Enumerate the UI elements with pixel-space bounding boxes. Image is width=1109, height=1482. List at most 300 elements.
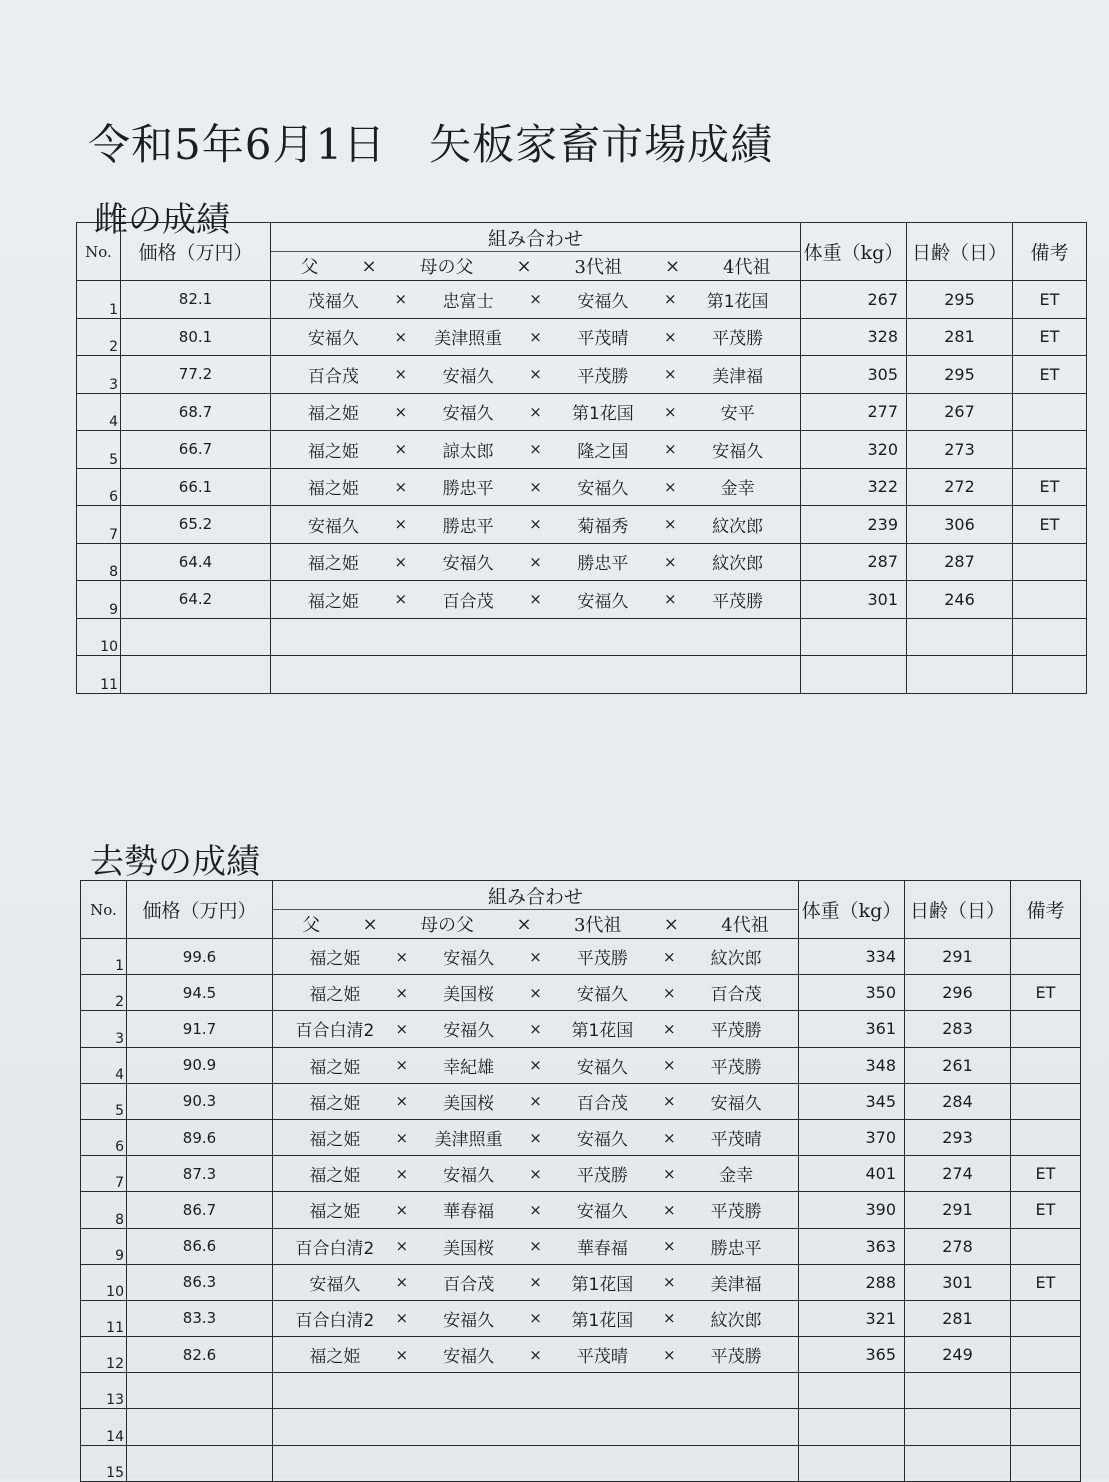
cross-sign: × bbox=[395, 947, 409, 966]
cell-age: 293 bbox=[905, 1119, 1011, 1155]
table-row bbox=[77, 393, 1087, 431]
table-row bbox=[77, 581, 1087, 619]
cross-sign: × bbox=[394, 290, 408, 309]
cell-combination bbox=[273, 1192, 799, 1228]
cross-sign: × bbox=[529, 1164, 542, 1183]
table-row bbox=[81, 1047, 1081, 1083]
lineage-name: 安福久 bbox=[710, 1093, 762, 1114]
cell-price: 80.1 bbox=[121, 318, 271, 356]
cross-sign: × bbox=[395, 1092, 409, 1111]
combination-subheaders bbox=[273, 910, 799, 939]
cross-sign: × bbox=[529, 440, 542, 459]
cell-age: 281 bbox=[905, 1300, 1011, 1336]
cell-price: 90.9 bbox=[127, 1047, 273, 1083]
lineage-name: 福之姫 bbox=[309, 1130, 361, 1151]
cell-combination bbox=[271, 318, 801, 356]
table-row bbox=[77, 318, 1087, 356]
cross-sign: × bbox=[529, 552, 542, 571]
cross-sign: × bbox=[394, 477, 408, 496]
table-row bbox=[81, 975, 1081, 1011]
lineage-name: 紋次郎 bbox=[712, 554, 764, 575]
lineage-name: 平茂勝 bbox=[710, 1057, 762, 1078]
cell-no: 1 bbox=[81, 939, 127, 975]
cell-combination bbox=[273, 1264, 799, 1300]
cell-weight: 328 bbox=[801, 318, 907, 356]
cell-age: 272 bbox=[907, 468, 1013, 506]
cell-weight: 363 bbox=[799, 1228, 905, 1264]
cell-no: 4 bbox=[77, 393, 121, 431]
cross-sign: × bbox=[394, 365, 408, 384]
lineage-name: 紋次郎 bbox=[710, 949, 762, 970]
cross-sign: × bbox=[394, 402, 408, 421]
cross-sign: × bbox=[529, 290, 542, 309]
lineage-name: 美津福 bbox=[710, 1274, 762, 1295]
cell-combination bbox=[271, 468, 801, 506]
lineage-name: 隆之国 bbox=[577, 441, 629, 462]
cell-age: 284 bbox=[905, 1083, 1011, 1119]
cell-weight bbox=[799, 1409, 905, 1445]
lineage-name: 安福久 bbox=[576, 1130, 628, 1151]
cross-sign: × bbox=[662, 983, 676, 1002]
cell-no: 7 bbox=[77, 506, 121, 544]
cross-sign: × bbox=[663, 290, 677, 309]
table-row bbox=[81, 1264, 1081, 1300]
cell-combination bbox=[271, 618, 801, 656]
cell-note bbox=[1011, 1337, 1081, 1373]
cell-weight: 305 bbox=[801, 356, 907, 394]
cell-note: ET bbox=[1011, 1264, 1081, 1300]
subheader-wrap bbox=[271, 253, 800, 279]
lineage-name: 安福久 bbox=[576, 985, 628, 1006]
cross-sign: × bbox=[395, 1237, 409, 1256]
cell-combination bbox=[273, 1156, 799, 1192]
cross-sign: × bbox=[663, 552, 677, 571]
combination-row bbox=[279, 980, 792, 1005]
cell-age: 278 bbox=[905, 1228, 1011, 1264]
cross-sign: × bbox=[395, 1056, 409, 1075]
cell-price: 99.6 bbox=[127, 939, 273, 975]
cell-price bbox=[121, 618, 271, 656]
combination-row bbox=[279, 1016, 792, 1041]
cross-sign: × bbox=[529, 327, 542, 346]
cross-sign: × bbox=[516, 255, 532, 277]
section-title-steer: 去勢の成績 bbox=[90, 842, 260, 882]
cell-weight: 401 bbox=[799, 1156, 905, 1192]
lineage-name: 安福久 bbox=[307, 329, 359, 350]
lineage-name: 安福久 bbox=[309, 1274, 361, 1295]
cell-combination bbox=[271, 656, 801, 694]
cell-no: 1 bbox=[77, 281, 121, 319]
cell-combination bbox=[271, 356, 801, 394]
cell-no: 10 bbox=[81, 1264, 127, 1300]
cross-sign: × bbox=[361, 255, 377, 277]
cell-age: 273 bbox=[907, 431, 1013, 469]
lineage-name: 福之姫 bbox=[309, 1347, 361, 1368]
lineage-name: 金幸 bbox=[720, 479, 755, 500]
lineage-name: 平茂勝 bbox=[710, 1347, 762, 1368]
combination-row bbox=[279, 1342, 792, 1367]
cell-weight: 390 bbox=[799, 1192, 905, 1228]
cross-sign: × bbox=[529, 1237, 542, 1256]
cell-combination bbox=[271, 506, 801, 544]
cross-sign: × bbox=[529, 402, 542, 421]
cell-combination bbox=[271, 281, 801, 319]
lineage-name: 安福久 bbox=[442, 366, 494, 387]
lineage-name: 安福久 bbox=[443, 1166, 495, 1187]
cell-note: ET bbox=[1013, 468, 1087, 506]
table-row bbox=[77, 281, 1087, 319]
cross-sign: × bbox=[663, 402, 677, 421]
cross-sign: × bbox=[663, 327, 677, 346]
cell-note: ET bbox=[1013, 281, 1087, 319]
cell-note bbox=[1011, 1300, 1081, 1336]
lineage-name: 安福久 bbox=[443, 949, 495, 970]
table-row bbox=[77, 356, 1087, 394]
cell-no: 10 bbox=[77, 618, 121, 656]
combination-row bbox=[277, 549, 794, 574]
cross-sign: × bbox=[529, 1128, 542, 1147]
cell-weight: 267 bbox=[801, 281, 907, 319]
header-row bbox=[81, 881, 1081, 910]
cell-weight: 361 bbox=[799, 1011, 905, 1047]
lineage-name: 福之姫 bbox=[309, 1166, 361, 1187]
combination-row bbox=[277, 587, 794, 612]
lineage-name: 安福久 bbox=[577, 479, 629, 500]
combination-row bbox=[279, 944, 792, 969]
cross-sign: × bbox=[395, 983, 409, 1002]
combination-subheaders bbox=[271, 252, 801, 281]
results-table-steer bbox=[80, 880, 1081, 1482]
cell-note bbox=[1011, 1445, 1081, 1481]
header-no: No. bbox=[77, 223, 121, 281]
lineage-name: 安福久 bbox=[577, 291, 629, 312]
cell-price: 86.7 bbox=[127, 1192, 273, 1228]
cross-sign: × bbox=[362, 913, 378, 935]
table-row bbox=[77, 618, 1087, 656]
header-row bbox=[77, 223, 1087, 252]
cross-sign: × bbox=[664, 255, 681, 277]
cell-weight bbox=[801, 618, 907, 656]
cell-price bbox=[121, 656, 271, 694]
cell-weight: 320 bbox=[801, 431, 907, 469]
lineage-name: 第1花国 bbox=[706, 291, 769, 312]
cell-note: ET bbox=[1011, 1156, 1081, 1192]
lineage-name: 平茂勝 bbox=[712, 591, 764, 612]
header-note: 備考 bbox=[1011, 881, 1081, 939]
combination-row bbox=[277, 362, 794, 387]
cell-price: 86.3 bbox=[127, 1264, 273, 1300]
lineage-name: 福之姫 bbox=[307, 554, 359, 575]
cross-sign: × bbox=[529, 947, 542, 966]
cell-age: 246 bbox=[907, 581, 1013, 619]
table-row bbox=[81, 1337, 1081, 1373]
combination-row bbox=[277, 437, 794, 462]
cell-note bbox=[1011, 1119, 1081, 1155]
section-title-female: 雌の成績 bbox=[94, 200, 230, 240]
cell-no: 5 bbox=[81, 1083, 127, 1119]
cross-sign: × bbox=[529, 590, 542, 609]
cell-price: 64.4 bbox=[121, 543, 271, 581]
cell-price: 82.1 bbox=[121, 281, 271, 319]
combination-row bbox=[279, 1270, 792, 1295]
cell-weight: 350 bbox=[799, 975, 905, 1011]
cross-sign: × bbox=[663, 515, 677, 534]
subheader-wrap bbox=[273, 911, 798, 937]
cross-sign: × bbox=[395, 1200, 409, 1219]
cross-sign: × bbox=[662, 1345, 676, 1364]
cell-note bbox=[1013, 618, 1087, 656]
cell-note: ET bbox=[1011, 975, 1081, 1011]
combination-row bbox=[279, 1125, 792, 1150]
cell-no: 14 bbox=[81, 1409, 127, 1445]
cross-sign: × bbox=[395, 1164, 409, 1183]
lineage-name: 第1花国 bbox=[571, 1274, 634, 1295]
header-weight: 体重（kg） bbox=[801, 223, 907, 281]
cell-weight: 370 bbox=[799, 1119, 905, 1155]
cell-age: 306 bbox=[907, 506, 1013, 544]
lineage-name: 福之姫 bbox=[307, 479, 359, 500]
cell-no: 12 bbox=[81, 1337, 127, 1373]
table-row bbox=[81, 1373, 1081, 1409]
cell-price: 90.3 bbox=[127, 1083, 273, 1119]
cross-sign: × bbox=[663, 477, 677, 496]
lineage-name: 金幸 bbox=[719, 1166, 754, 1187]
cross-sign: × bbox=[529, 1273, 542, 1292]
cell-price bbox=[127, 1409, 273, 1445]
cell-age: 291 bbox=[905, 1192, 1011, 1228]
cell-price: 91.7 bbox=[127, 1011, 273, 1047]
lineage-name: 美国桜 bbox=[443, 985, 495, 1006]
cross-sign: × bbox=[395, 1019, 409, 1038]
cell-age: 295 bbox=[907, 281, 1013, 319]
table-row bbox=[77, 431, 1087, 469]
subheader-label: 4代祖 bbox=[723, 257, 771, 278]
cell-weight: 277 bbox=[801, 393, 907, 431]
cell-note bbox=[1011, 939, 1081, 975]
cross-sign: × bbox=[662, 1019, 676, 1038]
lineage-name: 平茂晴 bbox=[576, 1347, 628, 1368]
lineage-name: 安福久 bbox=[576, 1057, 628, 1078]
cell-combination bbox=[273, 1300, 799, 1336]
cell-combination bbox=[271, 581, 801, 619]
table-row bbox=[81, 1409, 1081, 1445]
cell-note bbox=[1011, 1373, 1081, 1409]
cell-no: 6 bbox=[77, 468, 121, 506]
cell-age: 296 bbox=[905, 975, 1011, 1011]
cell-no: 15 bbox=[81, 1445, 127, 1481]
table-row bbox=[77, 543, 1087, 581]
lineage-name: 茂福久 bbox=[307, 291, 359, 312]
cross-sign: × bbox=[662, 1164, 676, 1183]
lineage-name: 勝忠平 bbox=[710, 1238, 762, 1259]
table-row bbox=[81, 1156, 1081, 1192]
cross-sign: × bbox=[395, 1128, 409, 1147]
lineage-name: 忠富士 bbox=[442, 291, 494, 312]
cell-weight bbox=[799, 1445, 905, 1481]
table-row bbox=[81, 1011, 1081, 1047]
lineage-name: 安福久 bbox=[443, 1347, 495, 1368]
lineage-name: 紋次郎 bbox=[712, 516, 764, 537]
cross-sign: × bbox=[662, 1237, 676, 1256]
cross-sign: × bbox=[395, 1345, 409, 1364]
cross-sign: × bbox=[662, 1056, 676, 1075]
lineage-name: 平茂勝 bbox=[576, 1166, 628, 1187]
cell-no: 8 bbox=[81, 1192, 127, 1228]
lineage-name: 百合茂 bbox=[576, 1093, 628, 1114]
cross-sign: × bbox=[662, 947, 676, 966]
lineage-name: 美国桜 bbox=[443, 1093, 495, 1114]
header-note: 備考 bbox=[1013, 223, 1087, 281]
cell-combination bbox=[273, 1337, 799, 1373]
cell-weight: 321 bbox=[799, 1300, 905, 1336]
cross-sign: × bbox=[529, 1345, 542, 1364]
cell-no: 3 bbox=[81, 1011, 127, 1047]
lineage-name: 百合茂 bbox=[443, 1274, 495, 1295]
lineage-name: 百合茂 bbox=[307, 366, 359, 387]
cross-sign: × bbox=[663, 590, 677, 609]
cell-note bbox=[1011, 1409, 1081, 1445]
cell-combination bbox=[273, 1011, 799, 1047]
combination-row bbox=[279, 1161, 792, 1186]
subheader-label: 母の父 bbox=[420, 915, 475, 936]
lineage-name: 勝忠平 bbox=[442, 479, 494, 500]
table-row bbox=[77, 506, 1087, 544]
cell-weight: 322 bbox=[801, 468, 907, 506]
cell-no: 2 bbox=[81, 975, 127, 1011]
subheader-label: 4代祖 bbox=[721, 915, 769, 936]
cell-age: 281 bbox=[907, 318, 1013, 356]
cell-age bbox=[907, 656, 1013, 694]
lineage-name: 平茂晴 bbox=[577, 329, 629, 350]
cell-price: 83.3 bbox=[127, 1300, 273, 1336]
lineage-name: 平茂勝 bbox=[576, 949, 628, 970]
cell-combination bbox=[271, 431, 801, 469]
cell-weight: 239 bbox=[801, 506, 907, 544]
lineage-name: 安福久 bbox=[576, 1202, 628, 1223]
lineage-name: 美津福 bbox=[712, 366, 764, 387]
cell-note: ET bbox=[1013, 318, 1087, 356]
cross-sign: × bbox=[529, 1309, 542, 1328]
combination-row bbox=[279, 1053, 792, 1078]
combination-row bbox=[277, 324, 794, 349]
cell-age: 301 bbox=[905, 1264, 1011, 1300]
lineage-name: 平茂勝 bbox=[577, 366, 629, 387]
lineage-name: 福之姫 bbox=[307, 441, 359, 462]
cell-age: 274 bbox=[905, 1156, 1011, 1192]
lineage-name: 安福久 bbox=[443, 1021, 495, 1042]
cell-price: 87.3 bbox=[127, 1156, 273, 1192]
cell-price: 66.7 bbox=[121, 431, 271, 469]
cell-note: ET bbox=[1013, 506, 1087, 544]
lineage-name: 安福久 bbox=[443, 1310, 495, 1331]
lineage-name: 美国桜 bbox=[443, 1238, 495, 1259]
cell-price: 82.6 bbox=[127, 1337, 273, 1373]
combination-row bbox=[279, 1197, 792, 1222]
cell-age: 287 bbox=[907, 543, 1013, 581]
cell-age bbox=[905, 1445, 1011, 1481]
lineage-name: 平茂勝 bbox=[710, 1202, 762, 1223]
cell-age bbox=[907, 618, 1013, 656]
lineage-name: 第1花国 bbox=[571, 404, 634, 425]
table-row bbox=[81, 1192, 1081, 1228]
header-combination: 組み合わせ bbox=[273, 881, 799, 910]
cell-age bbox=[905, 1373, 1011, 1409]
subheader-label: 父 bbox=[302, 915, 321, 936]
cell-price bbox=[127, 1373, 273, 1409]
cross-sign: × bbox=[394, 440, 408, 459]
lineage-name: 平茂勝 bbox=[712, 329, 764, 350]
lineage-name: 勝忠平 bbox=[577, 554, 629, 575]
cross-sign: × bbox=[662, 1309, 676, 1328]
header-weight: 体重（kg） bbox=[799, 881, 905, 939]
lineage-name: 華春福 bbox=[576, 1238, 628, 1259]
cell-no: 7 bbox=[81, 1156, 127, 1192]
lineage-name: 第1花国 bbox=[571, 1021, 634, 1042]
cell-no: 3 bbox=[77, 356, 121, 394]
lineage-name: 華春福 bbox=[443, 1202, 495, 1223]
cell-combination bbox=[273, 1409, 799, 1445]
cell-combination bbox=[273, 975, 799, 1011]
table-row bbox=[81, 1300, 1081, 1336]
cell-price: 77.2 bbox=[121, 356, 271, 394]
cell-price: 68.7 bbox=[121, 393, 271, 431]
cell-note: ET bbox=[1011, 1192, 1081, 1228]
lineage-name: 紋次郎 bbox=[710, 1310, 762, 1331]
subheader-label: 3代祖 bbox=[573, 915, 622, 936]
lineage-name: 百合白清2 bbox=[295, 1238, 375, 1259]
lineage-name: 福之姫 bbox=[309, 1057, 361, 1078]
results-table-female bbox=[76, 222, 1087, 694]
cell-age: 283 bbox=[905, 1011, 1011, 1047]
header-combination: 組み合わせ bbox=[271, 223, 801, 252]
cross-sign: × bbox=[394, 515, 408, 534]
cell-note bbox=[1011, 1083, 1081, 1119]
cross-sign: × bbox=[662, 1128, 676, 1147]
cross-sign: × bbox=[529, 1200, 542, 1219]
cell-note bbox=[1011, 1228, 1081, 1264]
table-row bbox=[81, 1119, 1081, 1155]
cell-combination bbox=[271, 393, 801, 431]
cell-price: 66.1 bbox=[121, 468, 271, 506]
lineage-name: 福之姫 bbox=[309, 985, 361, 1006]
cell-weight: 365 bbox=[799, 1337, 905, 1373]
lineage-name: 百合白清2 bbox=[295, 1310, 375, 1331]
lineage-name: 百合茂 bbox=[710, 985, 762, 1006]
cell-combination bbox=[273, 1047, 799, 1083]
cross-sign: × bbox=[529, 515, 542, 534]
table-row bbox=[77, 656, 1087, 694]
subheader-label: 父 bbox=[300, 257, 319, 278]
cell-age: 249 bbox=[905, 1337, 1011, 1373]
cross-sign: × bbox=[663, 365, 677, 384]
cell-weight: 287 bbox=[801, 543, 907, 581]
cell-no: 9 bbox=[77, 581, 121, 619]
lineage-name: 安福久 bbox=[712, 441, 764, 462]
cross-sign: × bbox=[529, 1056, 542, 1075]
cell-weight: 345 bbox=[799, 1083, 905, 1119]
combination-row bbox=[277, 474, 794, 499]
cell-note bbox=[1013, 581, 1087, 619]
lineage-name: 安福久 bbox=[577, 591, 629, 612]
cell-price: 64.2 bbox=[121, 581, 271, 619]
cell-combination bbox=[271, 543, 801, 581]
cross-sign: × bbox=[394, 552, 408, 571]
cross-sign: × bbox=[516, 913, 532, 935]
lineage-name: 安福久 bbox=[442, 404, 494, 425]
lineage-name: 美津照重 bbox=[434, 329, 503, 350]
header-no: No. bbox=[81, 881, 127, 939]
cell-no: 11 bbox=[81, 1300, 127, 1336]
